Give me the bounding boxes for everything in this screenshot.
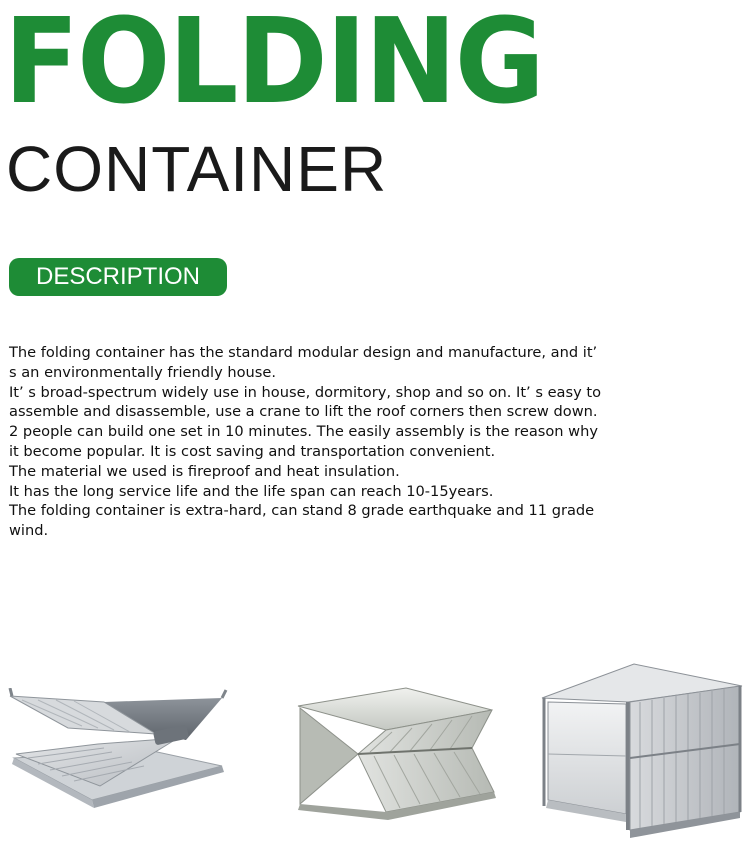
description-text <box>9 343 609 541</box>
description-paragraph: The folding container is extra-hard, can stand 8 grade earthquake and 11 grade wind. <box>9 502 595 540</box>
page-title: FOLDING <box>4 0 544 130</box>
description-paragraph: It’ s broad-spectrum widely use in house, dormitory, shop and so on. It’ s easy to assemble and disassemble, use a crane to lift the roof corners then screw down. 2 people can build one set in 10 minutes. The easily assembly is the reason why it become popular. It is cost saving and transportation convenient. <box>9 383 602 460</box>
folding-container-half-open-photo <box>8 688 232 812</box>
page-subtitle: CONTAINER <box>6 133 388 205</box>
folding-container-folding-photo <box>296 684 500 826</box>
folding-container-unfolded-photo <box>540 662 744 842</box>
section-badge-description: DESCRIPTION <box>9 258 227 296</box>
description-paragraph: The material we used is fireproof and heat insulation. <box>9 462 400 480</box>
description-paragraph: The folding container has the standard modular design and manufacture, and it’ s an environmentally friendly house. <box>9 344 598 381</box>
description-paragraph: It has the long service life and the life span can reach 10-15years. <box>9 482 494 500</box>
